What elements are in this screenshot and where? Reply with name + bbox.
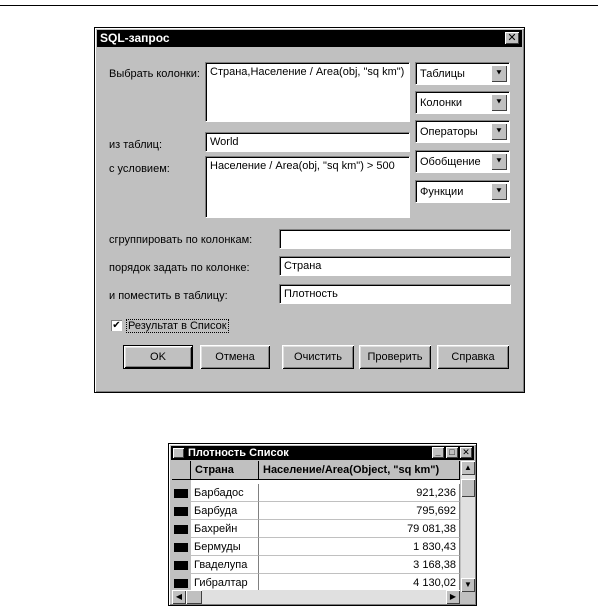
density-cell: 1 830,43 [259, 538, 460, 556]
scroll-down-icon[interactable]: ▼ [461, 578, 475, 592]
select-columns-label: Выбрать колонки: [109, 68, 200, 80]
scroll-up-icon[interactable]: ▲ [461, 461, 475, 475]
density-cell: 795,692 [259, 502, 460, 520]
chevron-down-icon[interactable]: ⯆ [491, 153, 507, 170]
country-cell: Барбадос [191, 484, 259, 502]
browser-window [168, 443, 477, 606]
column-header-density[interactable]: Население/Area(Object, "sq km") [259, 461, 460, 480]
row-marker[interactable] [174, 507, 188, 516]
group-by-field[interactable] [279, 229, 511, 249]
clear-button[interactable]: Очистить [282, 345, 354, 369]
column-header-country[interactable]: Страна [191, 461, 259, 480]
density-cell: 921,236 [259, 484, 460, 502]
table-icon[interactable] [173, 448, 184, 458]
horizontal-scrollbar[interactable] [172, 590, 460, 604]
table-row[interactable] [172, 484, 460, 502]
from-tables-label: из таблиц: [109, 139, 163, 151]
row-marker[interactable] [174, 489, 188, 498]
columns-dropdown-value: Колонки [420, 97, 462, 109]
group-by-label: сгруппировать по колонкам: [109, 234, 253, 246]
browse-results-label[interactable]: Результат в Список [128, 320, 227, 332]
functions-dropdown[interactable] [415, 180, 510, 203]
dialog-titlebar[interactable] [97, 30, 522, 47]
vertical-scrollbar[interactable] [461, 461, 475, 592]
row-marker[interactable] [174, 543, 188, 552]
results-grid[interactable] [172, 461, 460, 592]
minimize-icon[interactable]: _ [432, 447, 444, 458]
where-condition-label: с условием: [109, 163, 170, 175]
tables-dropdown[interactable] [415, 62, 510, 85]
aggregates-dropdown-value: Обобщение [420, 156, 481, 168]
chevron-down-icon[interactable]: ⯆ [491, 94, 507, 111]
operators-dropdown-value: Операторы [420, 126, 478, 138]
order-by-label: порядок задать по колонке: [109, 262, 250, 274]
from-tables-field[interactable]: World [205, 132, 410, 152]
select-columns-field[interactable]: Страна,Население / Area(obj, "sq km") [205, 62, 410, 122]
table-row[interactable] [172, 502, 460, 520]
chevron-down-icon[interactable]: ⯆ [491, 183, 507, 200]
operators-dropdown[interactable] [415, 120, 510, 143]
help-button[interactable]: Справка [437, 345, 509, 369]
table-row[interactable] [172, 520, 460, 538]
scroll-thumb[interactable] [461, 479, 475, 497]
verify-button[interactable]: Проверить [359, 345, 431, 369]
maximize-icon[interactable]: □ [446, 447, 458, 458]
close-icon[interactable]: ✕ [505, 32, 519, 44]
table-row[interactable] [172, 556, 460, 574]
into-table-field[interactable]: Плотность [279, 284, 511, 304]
functions-dropdown-value: Функции [420, 186, 464, 198]
into-table-label: и поместить в таблицу: [109, 290, 228, 302]
country-cell: Гибралтар [191, 574, 259, 592]
order-by-field[interactable]: Страна [279, 256, 511, 276]
browse-results-checkbox[interactable]: ✔ [112, 320, 121, 331]
browser-titlebar[interactable] [171, 446, 474, 460]
row-marker[interactable] [174, 579, 188, 588]
tables-dropdown-value: Таблицы [420, 68, 465, 80]
row-marker[interactable] [174, 561, 188, 570]
table-row[interactable] [172, 538, 460, 556]
close-icon[interactable]: ✕ [460, 447, 472, 458]
scroll-thumb[interactable] [186, 590, 202, 604]
dialog-title: SQL-запрос [100, 31, 170, 45]
cancel-button[interactable]: Отмена [200, 345, 270, 369]
browser-title: Плотность Список [188, 447, 289, 459]
aggregates-dropdown[interactable] [415, 150, 510, 173]
scroll-left-icon[interactable]: ◀ [172, 590, 186, 604]
country-cell: Бахрейн [191, 520, 259, 538]
corner-header [172, 461, 191, 480]
columns-dropdown[interactable] [415, 91, 510, 114]
scroll-right-icon[interactable]: ▶ [446, 590, 460, 604]
chevron-down-icon[interactable]: ⯆ [491, 65, 507, 82]
chevron-down-icon[interactable]: ⯆ [491, 123, 507, 140]
density-cell: 79 081,38 [259, 520, 460, 538]
density-cell: 4 130,02 [259, 574, 460, 592]
density-cell: 3 168,38 [259, 556, 460, 574]
where-condition-field[interactable]: Население / Area(obj, "sq km") > 500 [205, 156, 410, 218]
country-cell: Бермуды [191, 538, 259, 556]
sql-query-dialog [94, 27, 525, 393]
top-rule [0, 5, 598, 6]
country-cell: Барбуда [191, 502, 259, 520]
ok-button[interactable]: OK [123, 345, 193, 369]
row-marker[interactable] [174, 525, 188, 534]
country-cell: Гваделупа [191, 556, 259, 574]
